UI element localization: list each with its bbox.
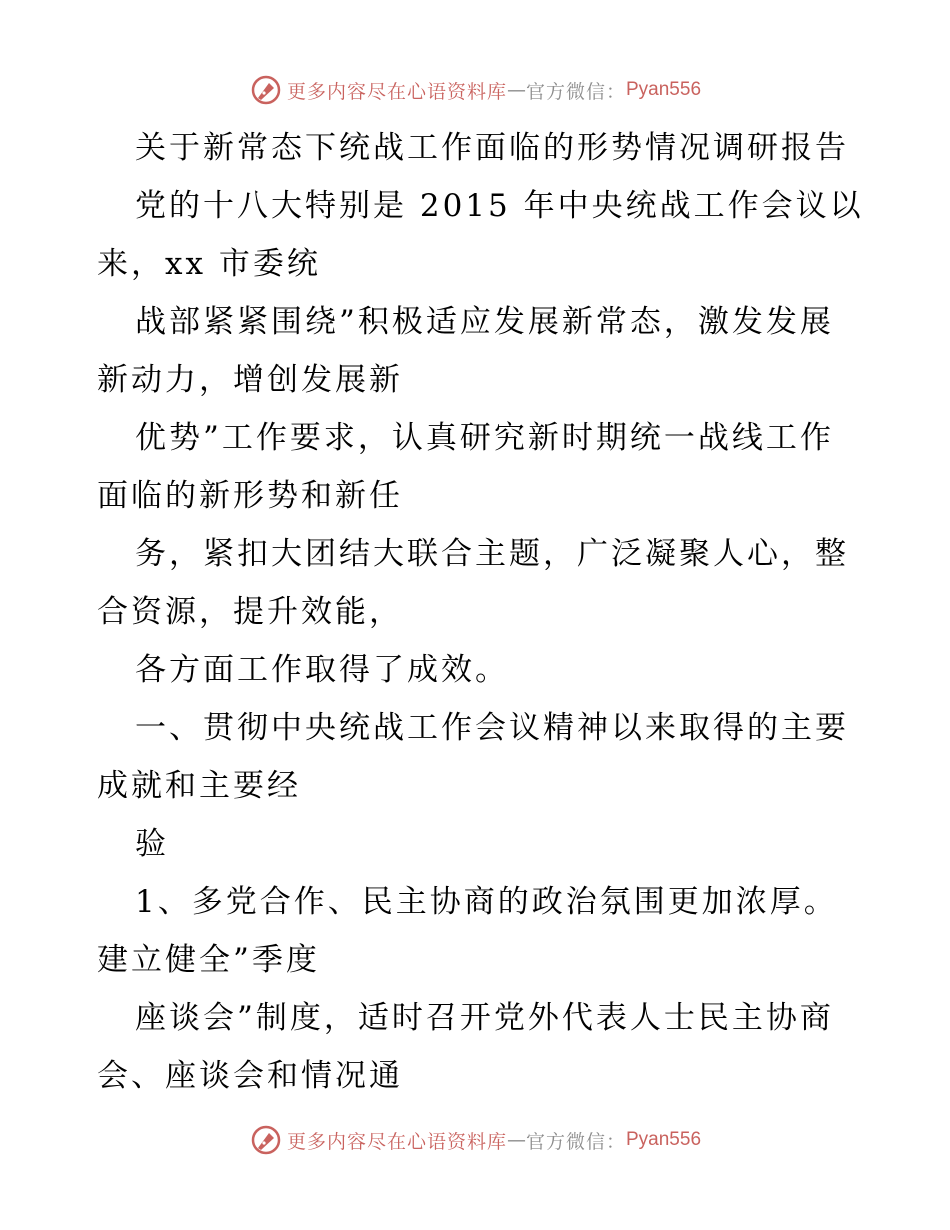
doc-line: 面临的新形势和新任 [97,478,403,514]
banner-wechat-id: Pyan556 [626,1129,702,1150]
banner-official-label: 官方微信： [525,80,626,103]
doc-line: 验 [135,826,169,862]
banner-dash: — [506,1129,526,1151]
doc-line: 优势”工作要求，认真研究新时期统一战线工作 [135,420,834,456]
doc-line: 来，xx 市委统 [97,246,321,282]
doc-line: 新动力，增创发展新 [97,362,403,398]
doc-line: 一、贯彻中央统战工作会议精神以来取得的主要 [135,710,849,746]
footer-watermark-banner [0,1120,950,1160]
document-body [97,119,864,1105]
doc-line: 合资源，提升效能， [97,594,403,630]
banner-wechat-id: Pyan556 [626,79,702,100]
doc-line: 会、座谈会和情况通 [97,1058,403,1094]
doc-line: 1、多党合作、民主协商的政治氛围更加浓厚。 [135,884,838,920]
doc-line: 务，紧扣大团结大联合主题，广泛凝聚人心，整 [135,536,849,572]
doc-line: 党的十八大特别是 2015 年中央统战工作会议以 [135,188,864,224]
pen-nib-icon [249,73,283,107]
doc-line: 座谈会”制度，适时召开党外代表人士民主协商 [135,1000,834,1036]
doc-line: 成就和主要经 [97,768,301,804]
banner-dash: — [506,79,526,101]
header-watermark-banner [0,70,950,110]
banner-official-label: 官方微信： [525,1130,626,1153]
doc-line: 建立健全”季度 [97,942,320,978]
banner-prefix: 更多内容尽在心语资料库 [286,80,507,103]
pen-nib-icon [249,1123,283,1157]
doc-line: 战部紧紧围绕”积极适应发展新常态，激发发展 [135,304,834,340]
banner-prefix: 更多内容尽在心语资料库 [286,1130,507,1153]
doc-line: 关于新常态下统战工作面临的形势情况调研报告 [135,130,849,166]
doc-line: 各方面工作取得了成效。 [135,652,509,688]
